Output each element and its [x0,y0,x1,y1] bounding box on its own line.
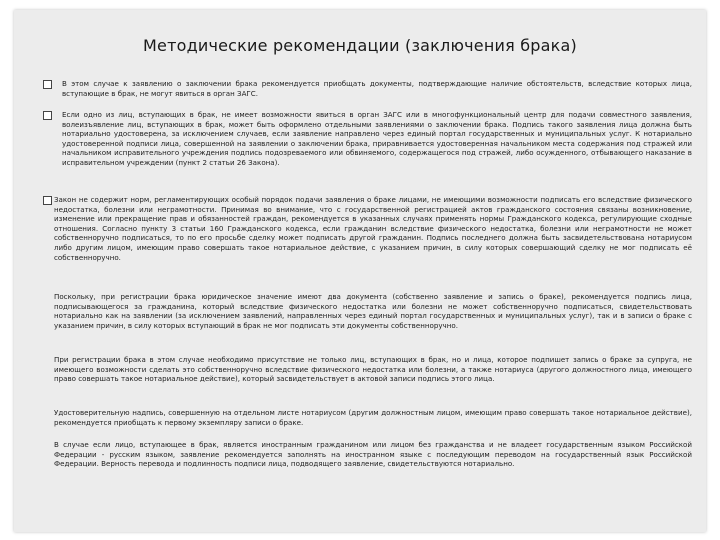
bullet-marker [43,80,52,89]
bullet-text-2: Если одно из лиц, вступающих в брак, не имеет возможности явиться в орган ЗАГС или в многофункциональный центр для подачи совместного заявления, волеизъявление лиц, вступающих в брак, может быть оформлено отдельными заявлениями о заключении брака. Подпись такого заявления лица должна быть нотариально удостоверена, за исключением случаев, если заявление направлено через единый портал государственных и муниципальных услуг. К нотариально удостоверенной подписи лица, совершенной на заявлении о заключении брака, приравнивается удостоверенная начальником места содержания под стражей или начальником исправительного учреждения подпись подозреваемого или обвиняемого, содержащегося под стражей, либо осужденного, отбывающего наказание в исправительном учреждении (пункт 2 статьи 26 Закона). [62,110,692,167]
paragraph-4: В случае если лицо, вступающее в брак, является иностранным гражданином или лицом без гражданства и не владеет государственным языком Российской Федерации - русским языком, заявление рекомендуется заполнять на иностранном языке с последующим переводом на государственный язык Российской Федерации. Верность перевода и подлинность подписи лица, подводящего заявление, свидетельствуются нотариально. [54,440,692,469]
paragraph-2: При регистрации брака в этом случае необходимо присутствие не только лиц, вступающих в брак, но и лица, которое подпишет запись о браке за супруга, не имеющего возможности сделать это собственноручно вследствие физического недостатка или болезни, а также нотариуса (другого должностного лица, имеющего право совершать такое нотариальное действие), который засвидетельствует в актовой записи подпись этого лица. [54,355,692,384]
paragraph-1: Поскольку, при регистрации брака юридическое значение имеют два документа (собственно заявление и запись о браке), рекомендуется подпись лица, подписывающегося за гражданина, который вследствие физического недостатка или болезни не может собственноручно подписаться, свидетельствовать нотариально как на заявлении (за исключением заявлений, направленных через единый портал государственных и муниципальных услуг), так и в записи о браке с указанием причин, в силу которых вступающий в брак не мог подписать эти документы собственноручно. [54,292,692,330]
slide [14,10,706,532]
bullet-text-1: В этом случае к заявлению о заключении брака рекомендуется приобщать документы, подтверждающие наличие обстоятельств, вследствие которых лица, вступающие в брак, не могут явиться в орган ЗАГС. [62,79,692,98]
page-title: Методические рекомендации (заключения брака) [143,36,577,55]
bullet-marker [43,111,52,120]
bullet-text-3: Закон не содержит норм, регламентирующих особый порядок подачи заявления о браке лицами, не имеющими возможности подписать его вследствие физического недостатка, болезни или неграмотности. Принимая во внимание, что с государственной регистрацией актов гражданского состояния связаны возникновение, изменение или прекращение прав и обязанностей граждан, рекомендуется в указанных случаях применять нормы Гражданского кодекса, регулирующие сходные отношения. Согласно пункту 3 статьи 160 Гражданского кодекса, если гражданин вследствие физического недостатка, болезни или неграмотности не может собственноручно подписаться, то по его просьбе сделку может подписать другой гражданин. Подпись последнего должна быть засвидетельствована нотариусом либо другим лицом, имеющим право совершать такое нотариальное действие, с указанием причин, в силу которых совершающий сделку не мог подписать её собственноручно. [54,195,692,262]
bullet-marker [43,196,52,205]
paragraph-3: Удостоверительную надпись, совершенную на отдельном листе нотариусом (другим должностным лицом, имеющим право совершать такое нотариальное действие), рекомендуется приобщать к первому экземпляру записи о браке. [54,408,692,427]
